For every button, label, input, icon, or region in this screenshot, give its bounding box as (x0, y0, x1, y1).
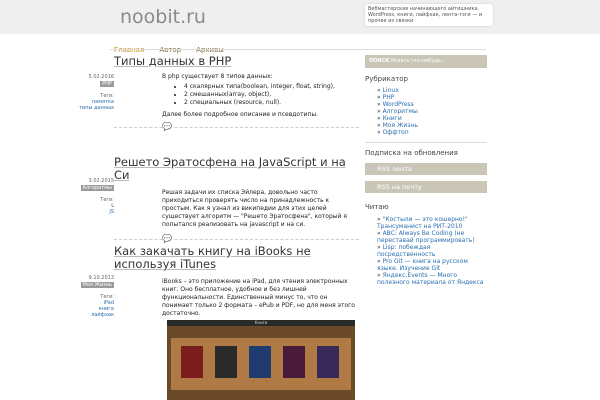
post-divider (114, 122, 359, 131)
post-date: 5.02.2016 (88, 74, 114, 80)
search-box[interactable] (365, 55, 487, 68)
rubric-link[interactable]: PHP (382, 94, 395, 101)
post-intro: В php существует 8 типов данных: (162, 73, 273, 80)
tags-label: Теги: (100, 197, 114, 203)
list-item: • 2 специальных (resource, null). (184, 99, 359, 107)
book-cover (181, 346, 203, 378)
category-badge[interactable]: Моя Жизнь (82, 282, 112, 288)
reading-link[interactable]: Яндекс.Events — Много полезного материала от Яндекса (377, 272, 484, 286)
rubric-link[interactable]: Алгоритмы (382, 108, 418, 115)
post-tags (74, 197, 114, 215)
post-body: Решая задачи их списка Эйлера, довольно часто приходиться проверять число на принадлежность к простым. Как я узнал из википедии для этих целей существует алгоритм — "Решето Эратосфена", который я попытался реализовать на javascript и на си. (162, 189, 347, 228)
post-more: Далее более подробное описание и псевдотипы. (162, 111, 319, 118)
post-list (162, 83, 359, 107)
rubric-link[interactable]: Оффтоп (382, 129, 409, 136)
search-label: ПОИСК (369, 58, 390, 64)
post-divider (114, 234, 359, 243)
reading-link[interactable]: Pro Git — книга на русском языке. Изучение Git (377, 258, 468, 272)
category-badge[interactable]: PHP (102, 81, 112, 87)
sidebar-divider (365, 142, 487, 143)
post-tags (74, 294, 114, 318)
nav-home[interactable]: Главная (114, 46, 145, 54)
nav-author[interactable]: Автор (159, 46, 182, 54)
site-header (0, 0, 600, 34)
rss-mail-button[interactable]: RSS на почту (365, 181, 487, 193)
reading-link[interactable]: ABC: Always Be Coding (не переставай программировать) (377, 230, 475, 244)
comment-icon[interactable]: 💬 (162, 122, 172, 131)
site-logo[interactable]: noobit.ru (120, 6, 206, 28)
tag-link[interactable]: JS (109, 209, 114, 215)
rubric-link[interactable]: Книги (382, 115, 402, 122)
list-item: • 2 смешанных(array, object), (184, 91, 359, 99)
list-item: • 4 скалярных типа(boolean, integer, float, string), (184, 83, 359, 91)
ibooks-screenshot (167, 320, 355, 400)
reading-title: Читаю (365, 203, 389, 211)
reading-list: » "Костыли — это кошерно!" Трансуманист на РИТ-2010 » ABC: Always Be Coding (не переставай программировать) » Lisp: побеждая посредственность » Pro Git — книга на русском языке. Изучение Git » Яндекс.Events — Много полезного материала от Яндекса (377, 216, 484, 286)
rubrics-list: » Linux » PHP » WordPress » Алгоритмы » Книги » Моя Жизнь » Оффтоп (377, 87, 418, 136)
tags-label: Теги: (100, 93, 114, 99)
book-cover (283, 346, 305, 378)
main-nav (114, 37, 234, 54)
site-tagline (365, 4, 493, 26)
rubric-link[interactable]: Моя Жизнь (382, 122, 418, 129)
book-cover (215, 346, 237, 378)
tag-link[interactable]: книга (98, 306, 114, 312)
post-body (114, 73, 359, 119)
tag-link[interactable]: iPad (103, 300, 114, 306)
sidebar (365, 55, 487, 286)
book-cover (249, 346, 271, 378)
post-meta (74, 178, 114, 215)
post-title[interactable]: Как закачать книгу на iBooks не используя iTunes (114, 244, 311, 271)
post-title[interactable]: Типы данных в PHP (114, 54, 232, 68)
tagline-line-2[interactable]: WordPress, книги, лайфхак, лента-тэги — и прочее из связки (368, 12, 483, 24)
comment-icon[interactable]: 💬 (162, 234, 172, 243)
rubrics-title: Рубрикатор (365, 75, 408, 83)
nav-divider (110, 49, 486, 50)
post-title[interactable]: Решето Эратосфена на JavaScript и на Си (114, 155, 346, 182)
reading-link[interactable]: "Костыли — это кошерно!" Трансуманист на РИТ-2010 (377, 216, 468, 230)
post-php-types (79, 54, 359, 131)
rss-feed-button[interactable]: RSS лента (365, 163, 487, 175)
reading-link[interactable]: Lisp: побеждая посредственность (377, 244, 436, 258)
tag-link[interactable]: типы данных (79, 105, 114, 111)
post-ibooks (82, 244, 359, 318)
post-date: 9.10.2013 (88, 275, 114, 281)
book-cover (317, 346, 339, 378)
tags-label: Теги: (100, 294, 114, 300)
tagline-line-1: Вебмастерская начинающего айтишника. (368, 6, 480, 12)
ibooks-titlebar: Книги (167, 320, 355, 326)
post-meta (74, 74, 114, 111)
rubric-link[interactable]: WordPress (382, 101, 414, 108)
post-body: iBooks – это приложение на iPad, для чтения электронных книг. Оно бесплатное, удобное и без лишней функциональности. Единственный минус то, что он понимает только 2 формата – ePub и PDF, но для меня этого достаточно. (162, 278, 355, 317)
search-input[interactable]: Искать что-нибудь... (391, 58, 446, 64)
tag-link[interactable]: памятка (91, 99, 114, 105)
tag-link[interactable]: лайфхак (91, 312, 114, 318)
post-tags (74, 93, 114, 111)
rubric-link[interactable]: Linux (382, 87, 399, 94)
post-eratosthenes (82, 155, 359, 243)
subscribe-title: Подписка на обновления (365, 149, 458, 157)
nav-archives[interactable]: Архивы (196, 46, 224, 54)
post-date: 3.02.2015 (88, 178, 114, 184)
category-badge[interactable]: Алгоритмы (82, 185, 112, 191)
tag-link[interactable]: L (111, 203, 114, 209)
post-meta (74, 275, 114, 318)
